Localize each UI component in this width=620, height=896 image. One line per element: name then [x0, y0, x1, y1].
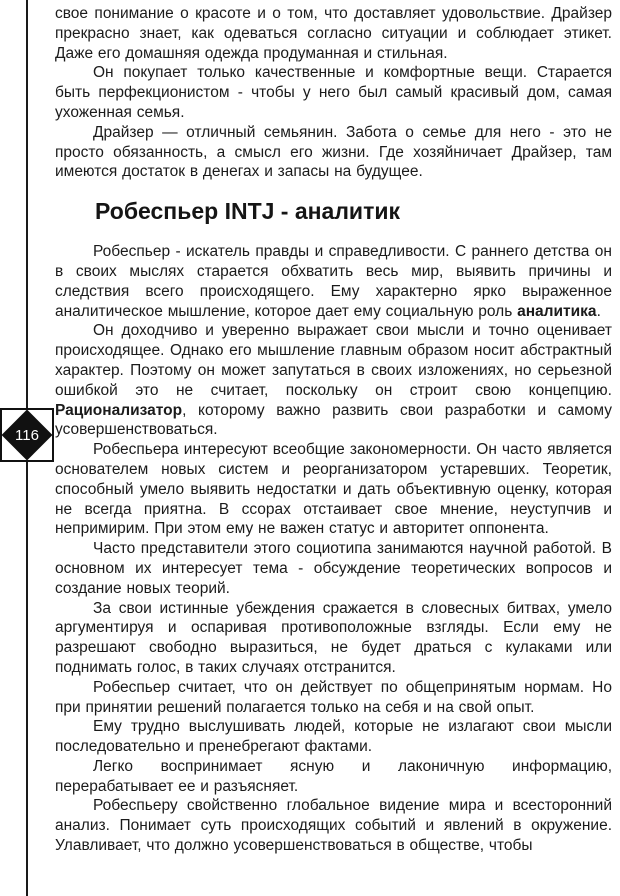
- text-run: , которому важно развить свои разработки и самому усовершенствоваться.: [55, 401, 612, 439]
- paragraph: [55, 440, 612, 539]
- text-run: За свои истинные убеждения сражается в словесных битвах, умело аргументируя и оспаривая противоположные взгляды. Если ему не разрешают свободно выразиться, не будет драться с кулаками или поднимать голос, в таких случаях отстранится.: [55, 599, 612, 676]
- text-run: Робеспьер - искатель правды и справедливости. С раннего детства он в своих мыслях старается обхватить весь мир, выявить причины и следствия всего происходящего. Ему характерно ярко выраженное аналитическое мышление, которое дает ему социальную роль: [55, 243, 612, 320]
- text-run: Робеспьера интересуют всеобщие закономерности. Он часто является основателем новых систем и реорганизатором устаревших. Теоретик, способный умело выявить недостатки и дать объективную оценку, которая не всегда приятна. В ссорах отстаивает свое мнение, неуступчив и непримирим. При этом ему не важен статус и авторитет оппонента.: [55, 441, 612, 538]
- dreiser-continuation-text: [55, 4, 612, 182]
- paragraph: [55, 599, 612, 678]
- paragraph: [55, 242, 612, 321]
- text-run: Робеспьеру свойственно глобальное видение мира и всесторонний анализ. Понимает суть происходящих событий и явлений в окружение. Улавливает, что должно усовершенствоваться в обществе, чтобы: [55, 797, 612, 855]
- bold-term: Рационализатор: [55, 401, 183, 419]
- text-run: Легко воспринимает ясную и лаконичную информацию, перерабатывает ее и разъясняет.: [55, 757, 612, 795]
- text-run: Он доходчиво и уверенно выражает свои мысли и точно оценивает происходящее. Однако его мышление главным образом носит абстрактный характер. Поэтому он может запутаться в своих изложениях, но серьезной ошибкой это не считает, поскольку он строит свою концепцию.: [55, 322, 612, 399]
- paragraph: [55, 678, 612, 718]
- text-run: Драйзер — отличный семьянин. Забота о семье для него - это не просто обязанность, а смысл его жизни. Где хозяйничает Драйзер, там имеются достаток в денегах и запасы на будущее.: [55, 123, 612, 181]
- paragraph: [55, 539, 612, 598]
- paragraph: [55, 4, 612, 63]
- robespierre-section-text: [55, 242, 612, 856]
- text-run: Ему трудно выслушивать людей, которые не излагают свои мысли последовательно и пренебрегают фактами.: [55, 718, 612, 756]
- text-run: Робеспьер считает, что он действует по общепринятым нормам. Но при принятии решений полагается только на себя и на свой опыт.: [55, 678, 612, 716]
- paragraph: [55, 321, 612, 440]
- page-number: 116: [15, 426, 39, 444]
- text-run: Часто представители этого социотипа занимаются научной работой. В основном их интересует тема - обсуждение теоретических вопросов и создание новых теорий.: [55, 540, 612, 597]
- page-content: [55, 4, 612, 856]
- text-run: свое понимание о красоте и о том, что доставляет удовольствие. Драйзер прекрасно знает, как одеваться согласно ситуации и соблюдает этикет. Даже его домашняя одежда продуманная и стильная.: [55, 5, 612, 62]
- section-heading: Робеспьер INTJ - аналитик: [95, 198, 400, 225]
- bold-term: аналитика: [517, 302, 597, 320]
- text-run: Он покупает только качественные и комфортные вещи. Старается быть перфекционистом - чтобы у него был самый красивый дом, самая ухоженная семья.: [55, 64, 612, 121]
- paragraph: [55, 717, 612, 757]
- text-run: .: [596, 302, 601, 320]
- paragraph: [55, 123, 612, 182]
- page-number-marker: [0, 408, 54, 462]
- paragraph: [55, 63, 612, 122]
- paragraph: [55, 757, 612, 797]
- paragraph: [55, 796, 612, 855]
